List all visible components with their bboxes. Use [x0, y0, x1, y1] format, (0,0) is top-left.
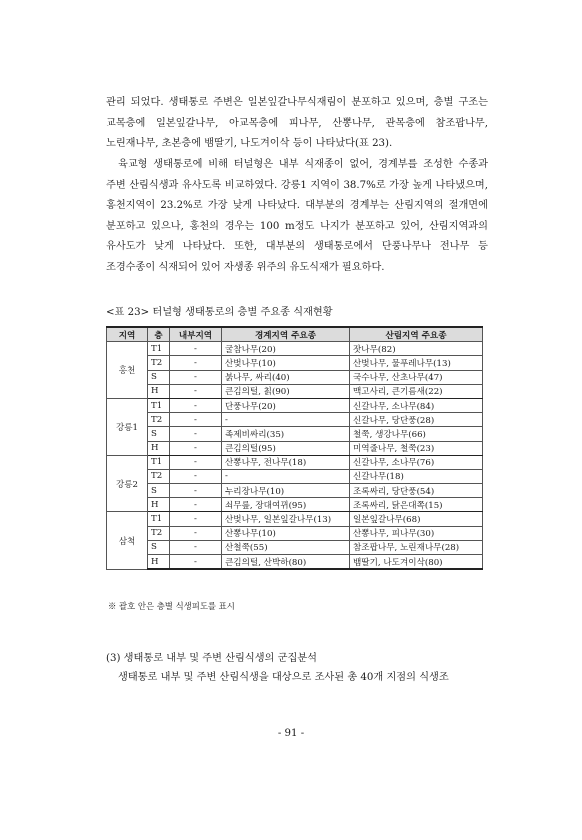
table-cell-boundary: - — [222, 413, 350, 427]
table-cell-boundary: 큰김의털(95) — [222, 441, 350, 455]
table-cell-boundary: 단풍나무(20) — [222, 398, 350, 412]
table-row — [107, 555, 483, 570]
table-cell-inner: - — [170, 484, 222, 498]
table-cell-inner: - — [170, 540, 222, 554]
table-cell-boundary: 산뽕나무, 전나무(18) — [222, 455, 350, 469]
table-cell-forest: 신갈나무(18) — [350, 469, 483, 483]
table-cell-inner: - — [170, 370, 222, 384]
table-cell-layer: S — [148, 540, 170, 554]
header-inner: 내부지역 — [170, 327, 222, 342]
table-cell-forest: 잣나무(82) — [350, 342, 483, 356]
table-header-row — [107, 327, 483, 342]
table-row — [107, 398, 483, 412]
table-cell-inner: - — [170, 498, 222, 512]
table-row — [107, 512, 483, 526]
species-table — [106, 326, 483, 570]
table-row — [107, 455, 483, 469]
body-paragraph-1: 관리 되었다. 생태통로 주변은 일본잎갈나무식재림이 분포하고 있으며, 층별 구조는 교목층에 일본잎갈나무, 아교목층에 피나무, 산뽕나무, 관목층에 참조팝나무, 노린재나무, 초본층에 뱀딸기, 나도겨이삭 등이 나타났다(표 23). — [106, 97, 488, 149]
table-cell-region: 삼척 — [107, 512, 148, 569]
table-row — [107, 526, 483, 540]
table-row — [107, 427, 483, 441]
table-cell-boundary: 산철쭉(55) — [222, 540, 350, 554]
header-forest: 산림지역 주요종 — [350, 327, 483, 342]
table-cell-forest: 참조팝나무, 노린재나무(28) — [350, 540, 483, 554]
table-cell-forest: 뱀딸기, 나도겨이삭(80) — [350, 555, 483, 570]
table-cell-forest: 조록싸리, 당단풍(54) — [350, 484, 483, 498]
table-cell-inner: - — [170, 469, 222, 483]
page-number: - 91 - — [277, 728, 305, 739]
table-cell-boundary: 산뽕나무(10) — [222, 526, 350, 540]
table-cell-forest: 조록싸리, 닭은대쪽(15) — [350, 498, 483, 512]
table-caption: <표 23> 터널형 생태통로의 층별 주요종 식재현황 — [106, 307, 333, 318]
table-cell-forest: 맥고사리, 큰기름새(22) — [350, 384, 483, 398]
table-cell-inner: - — [170, 342, 222, 356]
table-cell-inner: - — [170, 526, 222, 540]
table-cell-region: 홍천 — [107, 342, 148, 399]
table-row — [107, 384, 483, 398]
table-cell-layer: H — [148, 441, 170, 455]
table-cell-layer: T1 — [148, 512, 170, 526]
table-row — [107, 484, 483, 498]
table-cell-boundary: 굴참나무(20) — [222, 342, 350, 356]
table-cell-layer: T2 — [148, 526, 170, 540]
table-cell-region: 강릉2 — [107, 455, 148, 512]
table-cell-boundary: 산벚나무, 일본잎갈나무(13) — [222, 512, 350, 526]
table-cell-forest: 국수나무, 산초나무(47) — [350, 370, 483, 384]
table-cell-boundary: - — [222, 469, 350, 483]
table-cell-layer: T1 — [148, 342, 170, 356]
table-cell-forest: 산뽕나무, 피나무(30) — [350, 526, 483, 540]
table-cell-layer: S — [148, 484, 170, 498]
table-cell-boundary: 큰김의털, 산박하(80) — [222, 555, 350, 570]
table-cell-inner: - — [170, 413, 222, 427]
table-cell-layer: H — [148, 555, 170, 570]
table-cell-boundary: 누리장나무(10) — [222, 484, 350, 498]
table-cell-inner: - — [170, 441, 222, 455]
table-row — [107, 370, 483, 384]
table-cell-layer: T2 — [148, 356, 170, 370]
table-cell-inner: - — [170, 398, 222, 412]
table-cell-forest: 신갈나무, 소나무(76) — [350, 455, 483, 469]
table-cell-layer: S — [148, 370, 170, 384]
header-layer: 층 — [148, 327, 170, 342]
table-cell-layer: T1 — [148, 455, 170, 469]
table-cell-region: 강릉1 — [107, 398, 148, 455]
table-cell-layer: T1 — [148, 398, 170, 412]
table-cell-layer: T2 — [148, 413, 170, 427]
table-cell-inner: - — [170, 555, 222, 570]
table-row — [107, 356, 483, 370]
table-cell-layer: S — [148, 427, 170, 441]
table-cell-layer: H — [148, 384, 170, 398]
table-cell-boundary: 붉나무, 싸리(40) — [222, 370, 350, 384]
table-cell-forest: 신갈나무, 소나무(84) — [350, 398, 483, 412]
table-cell-layer: H — [148, 498, 170, 512]
table-cell-inner: - — [170, 384, 222, 398]
table-row — [107, 540, 483, 554]
table-cell-forest: 일본잎갈나무(68) — [350, 512, 483, 526]
table-cell-inner: - — [170, 427, 222, 441]
header-region: 지역 — [107, 327, 148, 342]
table-cell-inner: - — [170, 455, 222, 469]
header-boundary: 경계지역 주요종 — [222, 327, 350, 342]
table-row — [107, 441, 483, 455]
table-cell-forest: 산벚나무, 물푸레나무(13) — [350, 356, 483, 370]
table-cell-boundary: 큰김의털, 칡(90) — [222, 384, 350, 398]
body-paragraph-2: 육교형 생태통로에 비해 터널형은 내부 식재종이 없어, 경계부를 조성한 수종과 주변 산림식생과 유사도록 비교하였다. 강릉1 지역이 38.7%로 가장 높게 나타냈으며, 홍천지역이 23.2%로 가장 낮게 나타났다. 대부분의 경계부는 산림지역의 절개면에 분포하고 있으나, 홍천의 경우는 100 m정도 나지가 분포하고 있어, 산림지역과의 유사도가 낮게 나타났다. 또한, 대부분의 생태통로에서 단풍나무나 전나무 등 조경수종이 식재되어 있어 자생종 위주의 유도식재가 필요하다. — [106, 159, 488, 273]
table-cell-boundary: 족제비싸리(35) — [222, 427, 350, 441]
table-cell-forest: 신갈나무, 당단풍(28) — [350, 413, 483, 427]
table-body — [107, 342, 483, 570]
table-cell-boundary: 쇠무릎, 장대여뀌(95) — [222, 498, 350, 512]
table-cell-inner: - — [170, 512, 222, 526]
table-note: ※ 괄호 안은 층별 식생피도를 표시 — [108, 601, 235, 611]
table-cell-forest: 미역줄나무, 철쭉(23) — [350, 441, 483, 455]
table-cell-boundary: 산벚나무(10) — [222, 356, 350, 370]
table-cell-layer: T2 — [148, 469, 170, 483]
table-row — [107, 342, 483, 356]
table-row — [107, 469, 483, 483]
section-title: (3) 생태통로 내부 및 주변 산림식생의 군집분석 — [106, 653, 317, 664]
table-cell-inner: - — [170, 356, 222, 370]
table-row — [107, 413, 483, 427]
table-row — [107, 498, 483, 512]
section-body: 생태통로 내부 및 주변 산림식생을 대상으로 조사된 총 40개 지점의 식생조 — [118, 672, 449, 683]
table-cell-forest: 철쭉, 생강나무(66) — [350, 427, 483, 441]
